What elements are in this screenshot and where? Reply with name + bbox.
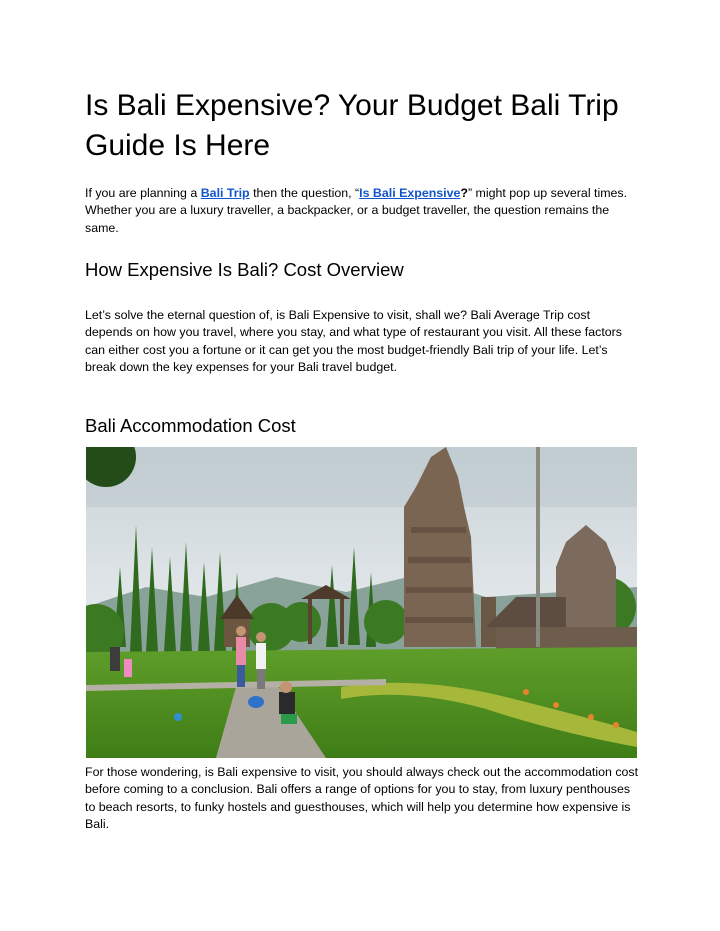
intro-question-mark: ?	[460, 186, 468, 200]
intro-text-start: If you are planning a	[85, 186, 201, 200]
bali-trip-link[interactable]: Bali Trip	[200, 186, 250, 200]
is-bali-expensive-link[interactable]: Is Bali Expensive	[359, 186, 461, 200]
intro-text-end: ” might pop up several times. Whether you are a luxury traveller, a backpacker, or a budget traveller, the question remains the same.	[85, 186, 628, 235]
cost-overview-paragraph: Let’s solve the eternal question of, is Bali Expensive to visit, shall we? Bali Average Trip cost depends on how you travel, where you stay, and what type of restaurant you visit. All these factors can either cost you a fortune or it can get you the most budget-friendly Bali trip of your life. Let’s break down the key expenses for your Bali travel budget.	[85, 308, 622, 374]
intro-text-middle: then the question, “	[249, 186, 360, 200]
article-title: Is Bali Expensive? Your Budget Bali Trip Guide Is Here	[85, 89, 619, 162]
bali-temple-photo	[86, 447, 637, 758]
accommodation-paragraph: For those wondering, is Bali expensive to visit, you should always check out the accommodation cost before coming to a conclusion. Bali offers a range of options for you to stay, from luxury penthouses to beach resorts, to funky hostels and guesthouses, which will help you determine how expensive is Bali.	[85, 765, 639, 831]
section-heading-cost-overview: How Expensive Is Bali? Cost Overview	[85, 259, 404, 280]
section-heading-accommodation: Bali Accommodation Cost	[85, 415, 296, 436]
intro-paragraph	[85, 185, 640, 237]
